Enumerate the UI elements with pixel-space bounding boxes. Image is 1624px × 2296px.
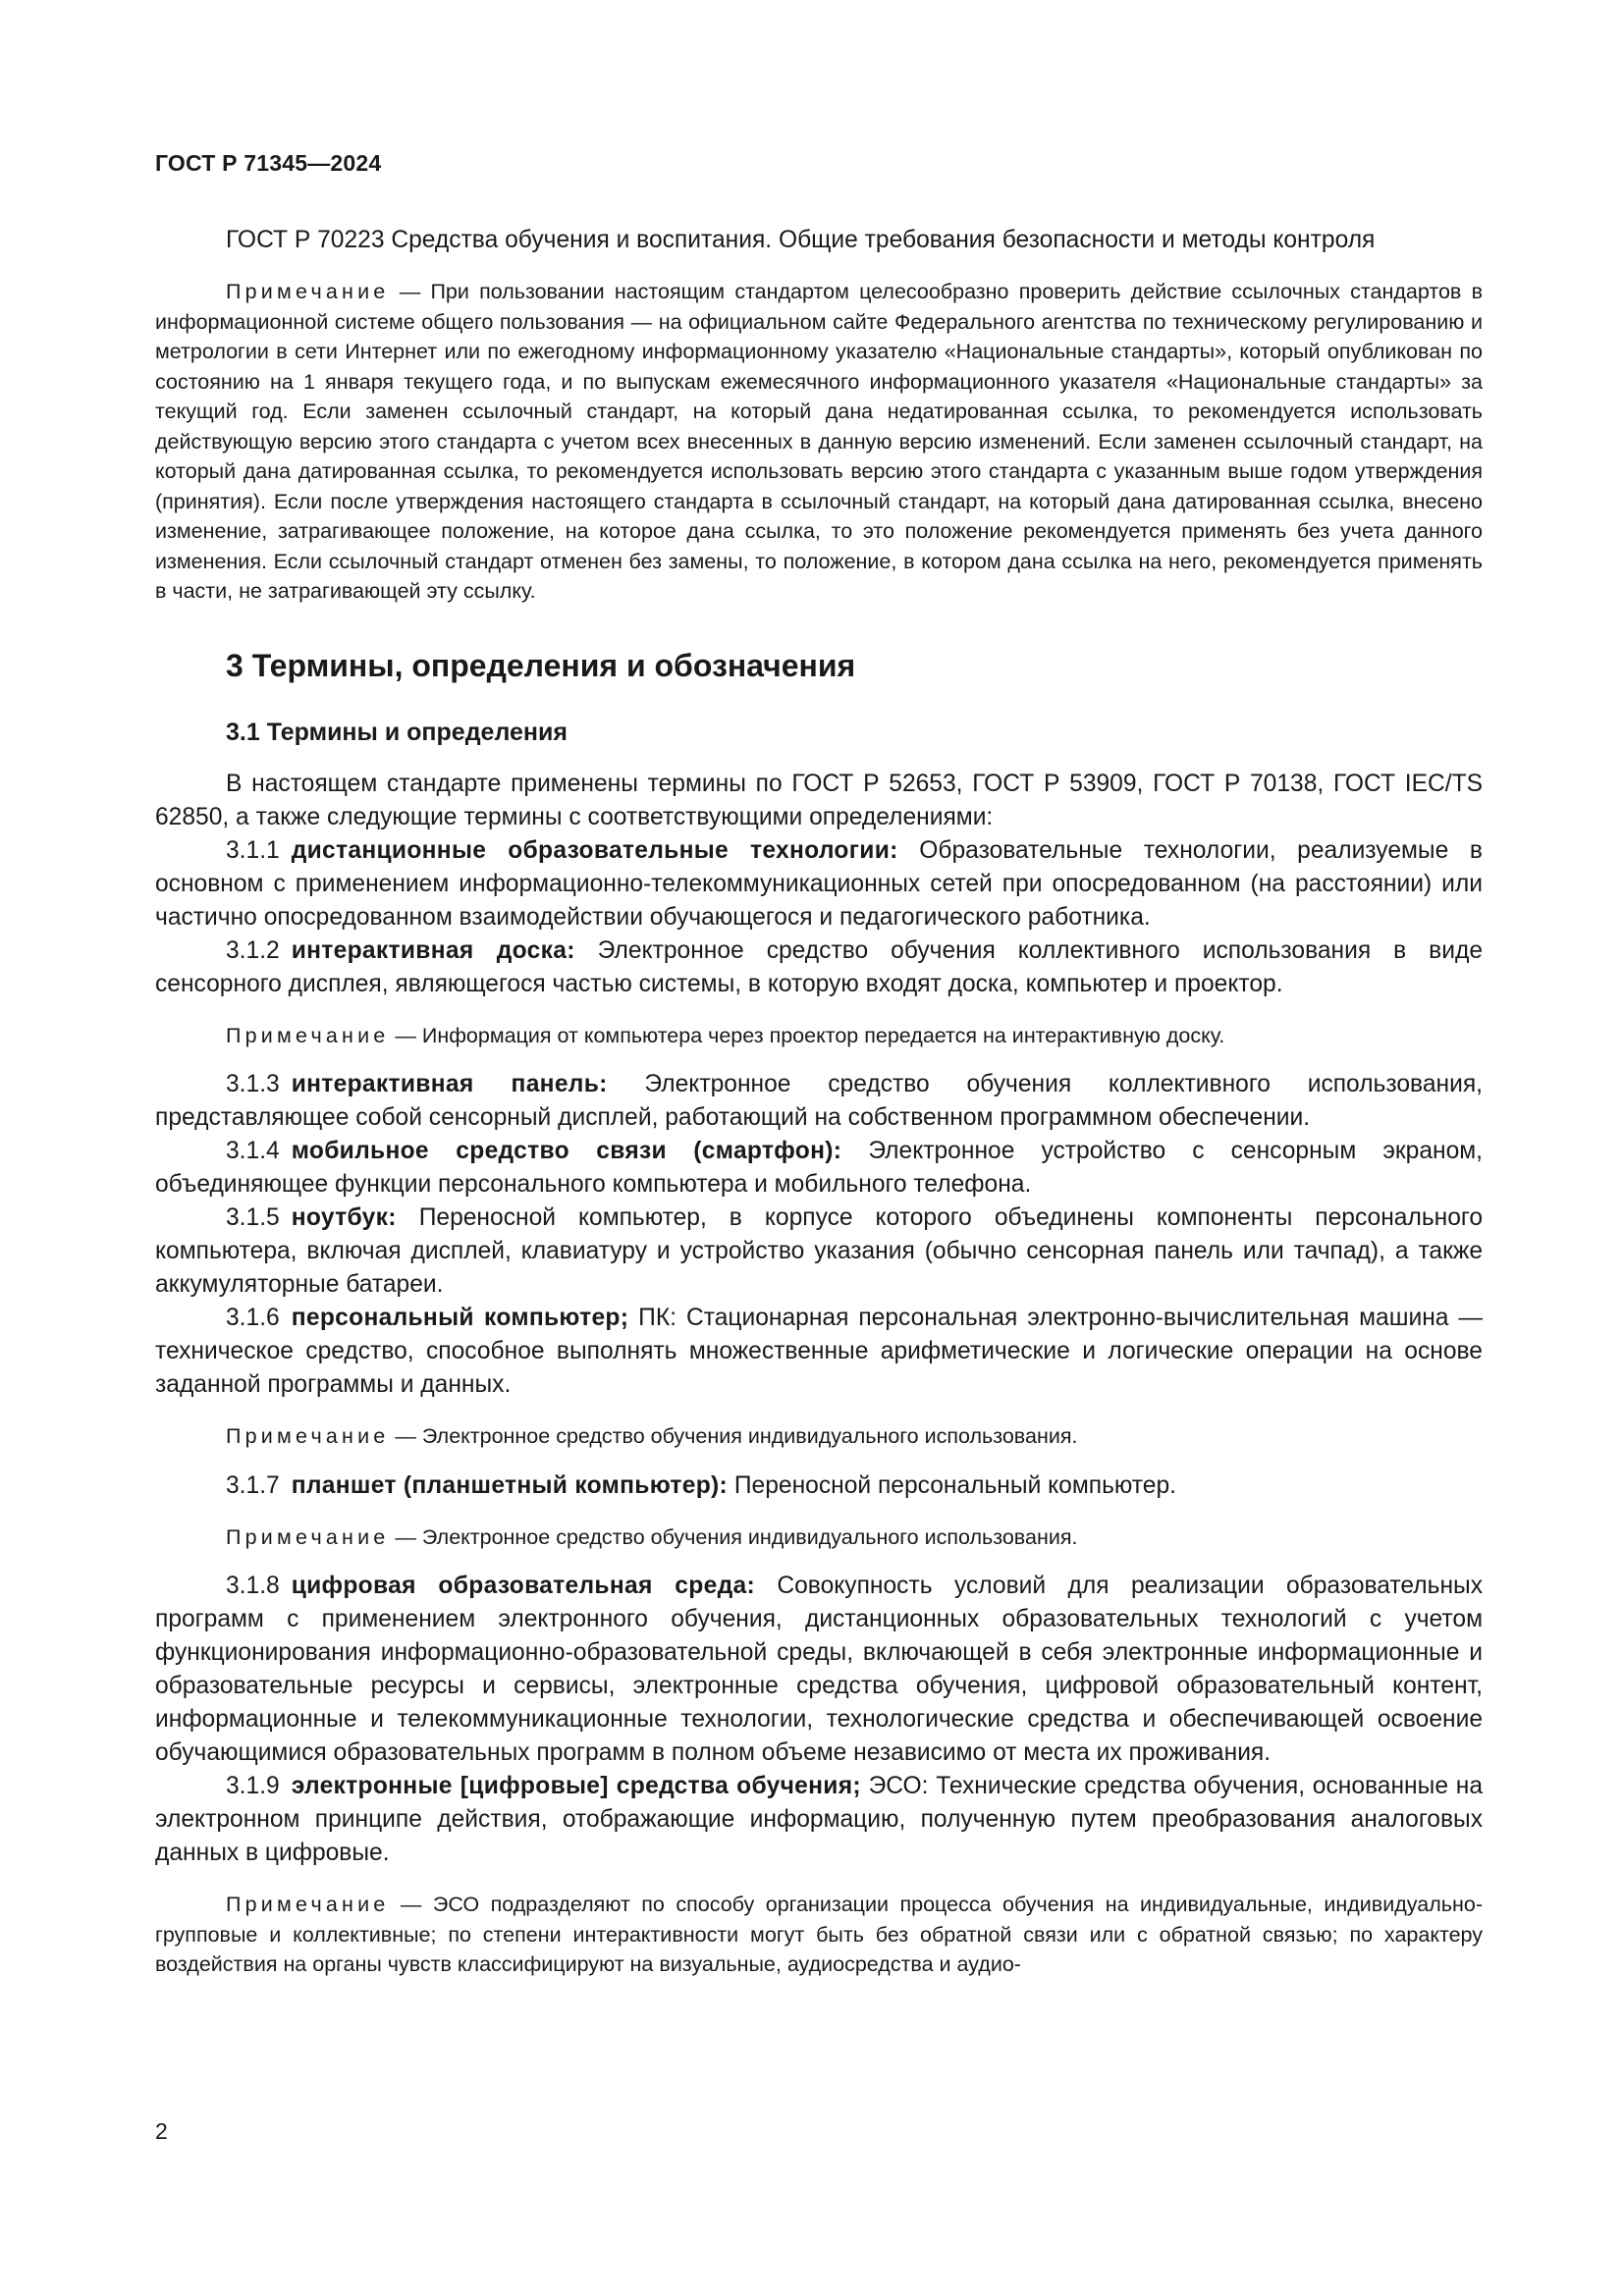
term-3-1-5 [155, 1201, 1483, 1302]
section-heading: 3 Термины, определения и обозначения [226, 647, 856, 683]
term-definition: Образовательные технологии, реализуемые в основном с применением информационно-телекоммуникационных сетей при опосредованном (на расстоянии) или частично опосредованном взаимодействии обучающегося и педагогического работника. [155, 836, 1483, 931]
term-definition: Электронное устройство с сенсорным экраном, объединяющее функции персонального компьютера и мобильного телефона. [155, 1138, 1484, 1198]
term-definition: Переносной персональный компьютер. [728, 1471, 1176, 1499]
term-name: персональный компьютер; [291, 1305, 629, 1331]
term-name: планшет (планшетный компьютер): [291, 1471, 729, 1499]
note-text: Информация от компьютера через проектор передается на интерактивную доску. [421, 1023, 1225, 1047]
term-3-1-6 [155, 1302, 1483, 1402]
term-number: 3.1.9 [226, 1773, 280, 1799]
note-3-1-2 [155, 1021, 1483, 1051]
page-number: 2 [155, 2118, 168, 2144]
note-label: Примечание [226, 1023, 390, 1047]
term-number: 3.1.6 [226, 1305, 280, 1331]
subsection-heading: 3.1 Термины и определения [226, 718, 568, 746]
note-text: Электронное средство обучения индивидуального использования. [421, 1524, 1078, 1549]
note-text: ЭСО подразделяют по способу организации процесса обучения на индивидуальные, индивидуально-групповые и коллективные; по степени интерактивности могут быть без обратной связи или с обратной связью; по характеру воздействия на органы чувств классифицируют на визуальные, аудиосредства и аудио- [155, 1893, 1483, 1976]
term-3-1-8 [155, 1570, 1483, 1770]
term-definition: Переносной компьютер, в корпусе которого объединены компоненты персонального компьютера, включая дисплей, клавиатуру и устройство указания (обычно сенсорная панель или тачпад), а также аккумуляторные батареи. [155, 1204, 1483, 1298]
note-3-1-9 [155, 1890, 1483, 1980]
note-label: Примечание [226, 1424, 390, 1448]
note-dash: — [389, 280, 431, 303]
term-name: цифровая образовательная среда: [291, 1573, 755, 1599]
term-3-1-9 [155, 1770, 1483, 1870]
note-reference [155, 277, 1483, 607]
term-number: 3.1.7 [226, 1471, 280, 1499]
term-definition: Совокупность условий для реализации образовательных программ с применением электронного обучения, дистанционных образовательных технологий с учетом функционирования информационно-образовательной среды, включающей в себя электронные информационные и образовательные ресурсы и сервисы, электронные средства обучения, цифровой образовательный контент, информационные и телекоммуникационные технологии, технологические средства и обеспечивающей освоение обучающимися образовательных программ в полном объеме независимо от места их проживания. [155, 1573, 1483, 1766]
term-3-1-4 [155, 1135, 1483, 1201]
term-number: 3.1.1 [226, 836, 280, 864]
term-definition: Электронное средство обучения коллективного использования в виде сенсорного дисплея, являющегося частью системы, в которую входят доска, компьютер и проектор. [155, 936, 1483, 997]
term-name: мобильное средство связи (смартфон): [291, 1138, 842, 1164]
note-dash: — [389, 1524, 422, 1549]
note-dash: — [389, 1424, 422, 1448]
term-definition: ПК: Стационарная персональная электронно-вычислительная машина — техническое средство, способное выполнять множественные арифметические и логические операции на основе заданной программы и данных. [155, 1305, 1483, 1398]
page-content [155, 224, 1483, 1998]
term-definition: Электронное средство обучения коллективного использования, представляющее собой сенсорный дисплей, работающий на собственном программном обеспечении. [155, 1071, 1483, 1131]
term-number: 3.1.2 [226, 936, 280, 964]
term-name: интерактивная панель: [291, 1071, 608, 1097]
term-name: ноутбук: [291, 1204, 397, 1231]
term-3-1-7 [155, 1469, 1483, 1503]
term-definition: ЭСО: Технические средства обучения, основанные на электронном принципе действия, отображающие информацию, полученную путем преобразования аналоговых данных в цифровые. [155, 1773, 1483, 1866]
note-dash: — [389, 1893, 433, 1916]
note-text: При пользовании настоящим стандартом целесообразно проверить действие ссылочных стандартов в информационной системе общего пользования — на официальном сайте Федерального агентства по техническому регулированию и метрологии в сети Интернет или по ежегодному информационному указателю «Национальные стандарты», который опубликован по состоянию на 1 января текущего года, и по выпускам ежемесячного информационного указателя «Национальные стандарты» за текущий год. Если заменен ссылочный стандарт, на который дана недатированная ссылка, то рекомендуется использовать действующую версию этого стандарта с учетом всех внесенных в данную версию изменений. Если заменен ссылочный стандарт, на который дана датированная ссылка, то рекомендуется использовать версию этого стандарта с указанным выше годом утверждения (принятия). Если после утверждения настоящего стандарта в ссылочный стандарт, на который дана датированная ссылка, внесено изменение, затрагивающее положение, на которое дана ссылка, то это положение рекомендуется применять без учета данного изменения. Если ссылочный стандарт отменен без замены, то положение, в котором дана ссылка на него, рекомендуется применять в части, не затрагивающей эту ссылку. [155, 280, 1483, 603]
reference-paragraph: ГОСТ Р 70223 Средства обучения и воспитания. Общие требования безопасности и методы контроля [226, 227, 1376, 253]
note-3-1-7 [155, 1522, 1483, 1553]
note-text: Электронное средство обучения индивидуального использования. [421, 1424, 1078, 1448]
note-dash: — [389, 1023, 422, 1047]
note-label: Примечание [226, 1893, 390, 1916]
term-name: электронные [цифровые] средства обучения; [291, 1773, 861, 1799]
term-number: 3.1.4 [226, 1138, 280, 1164]
note-3-1-6 [155, 1421, 1483, 1452]
document-code: ГОСТ Р 71345—2024 [155, 150, 382, 176]
intro-paragraph: В настоящем стандарте применены термины по ГОСТ Р 52653, ГОСТ Р 53909, ГОСТ Р 70138, ГОСТ IEC/TS 62850, а также следующие термины с соответствующими определениями: [155, 770, 1483, 830]
term-number: 3.1.3 [226, 1071, 280, 1097]
note-label: Примечание [226, 280, 390, 303]
note-label: Примечание [226, 1524, 390, 1549]
term-3-1-2 [155, 934, 1483, 1001]
term-number: 3.1.8 [226, 1573, 280, 1599]
term-number: 3.1.5 [226, 1204, 280, 1231]
term-3-1-1 [155, 834, 1483, 934]
term-name: интерактивная доска: [291, 936, 575, 964]
term-3-1-3 [155, 1068, 1483, 1135]
term-name: дистанционные образовательные технологии: [291, 836, 898, 864]
